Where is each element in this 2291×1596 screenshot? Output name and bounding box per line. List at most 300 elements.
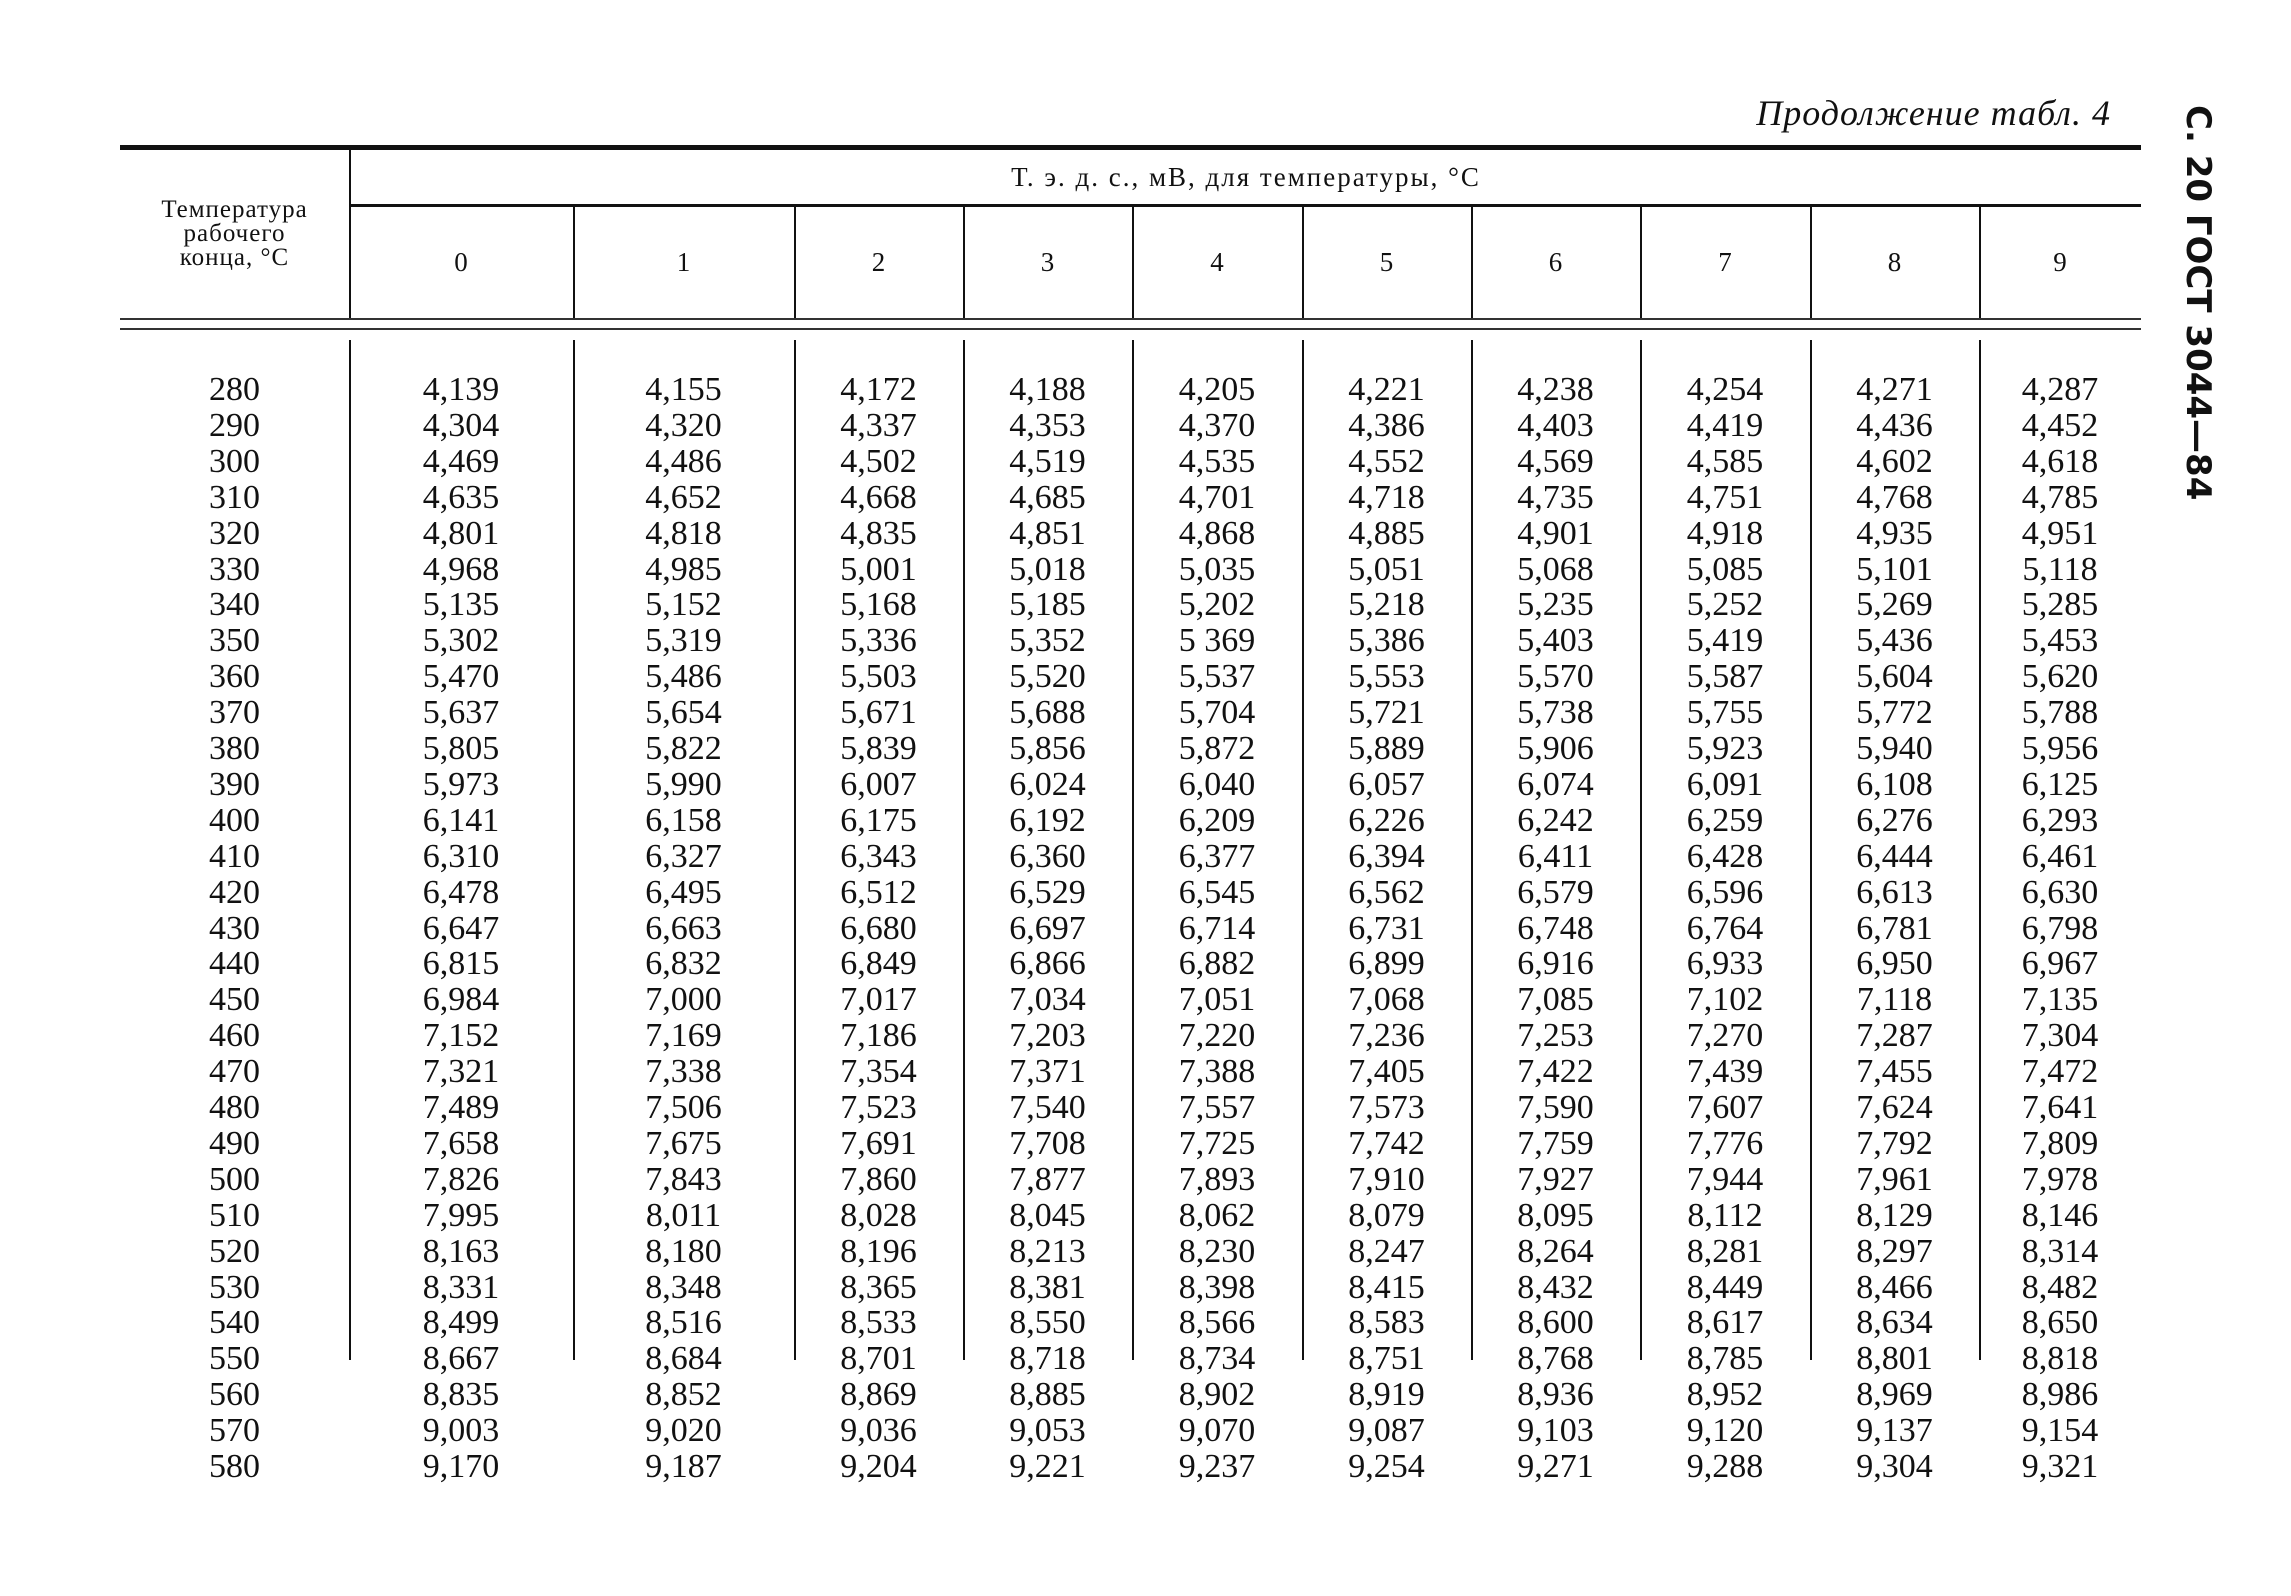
temperature-cell: 410 bbox=[209, 837, 260, 875]
emf-value-cell: 8,196 bbox=[840, 1232, 917, 1270]
column-header: 1 bbox=[676, 247, 691, 277]
emf-value-cell: 8,230 bbox=[1178, 1232, 1256, 1270]
emf-value-cell: 8,885 bbox=[1009, 1376, 1086, 1414]
emf-value-cell: 4,735 bbox=[1517, 478, 1594, 516]
emf-value-cell: 6,411 bbox=[1517, 837, 1594, 875]
emf-value-cell: 7,776 bbox=[1686, 1124, 1764, 1162]
emf-value-cell: 5,235 bbox=[1517, 586, 1594, 624]
emf-value-cell: 7,034 bbox=[1009, 981, 1086, 1019]
emf-value-cell: 6,529 bbox=[1009, 873, 1086, 911]
emf-value-cell: 8,566 bbox=[1178, 1304, 1256, 1342]
row-header-line: конца, °С bbox=[179, 244, 290, 271]
row-header-line: рабочего bbox=[183, 220, 286, 247]
temperature-cell: 530 bbox=[209, 1268, 260, 1306]
emf-value-cell: 7,590 bbox=[1517, 1089, 1594, 1126]
temperature-cell: 290 bbox=[209, 406, 260, 444]
emf-value-cell: 6,327 bbox=[645, 837, 722, 875]
emf-value-cell: 4,271 bbox=[1856, 371, 1933, 408]
table-row bbox=[120, 1018, 2141, 1054]
emf-value-cell: 6,175 bbox=[840, 801, 917, 839]
emf-value-cell: 5,520 bbox=[1009, 658, 1086, 696]
emf-value-cell: 8,112 bbox=[1687, 1196, 1763, 1234]
emf-value-cell: 4,139 bbox=[422, 371, 500, 408]
emf-value-cell: 7,742 bbox=[1348, 1124, 1425, 1162]
emf-value-cell: 4,353 bbox=[1009, 406, 1086, 444]
emf-value-cell: 8,583 bbox=[1348, 1304, 1425, 1342]
emf-value-cell: 8,062 bbox=[1178, 1196, 1256, 1234]
table-row bbox=[120, 946, 2141, 982]
header-double-rule bbox=[120, 318, 2141, 330]
emf-value-cell: 9,070 bbox=[1178, 1412, 1256, 1450]
emf-value-cell: 9,271 bbox=[1517, 1448, 1594, 1485]
emf-value-cell: 7,995 bbox=[422, 1196, 500, 1234]
emf-value-cell: 7,809 bbox=[2021, 1124, 2099, 1162]
emf-value-cell: 5,135 bbox=[422, 586, 500, 624]
emf-value-cell: 8,331 bbox=[422, 1268, 500, 1306]
emf-value-cell: 5,352 bbox=[1009, 622, 1086, 660]
emf-value-cell: 4,668 bbox=[840, 478, 917, 516]
emf-value-cell: 4,304 bbox=[422, 406, 500, 444]
emf-value-cell: 5,688 bbox=[1009, 694, 1086, 732]
emf-value-cell: 6,663 bbox=[645, 909, 722, 947]
emf-value-cell: 8,852 bbox=[645, 1376, 722, 1414]
emf-value-cell: 6,125 bbox=[2021, 765, 2099, 803]
row-header bbox=[120, 150, 349, 318]
emf-value-cell: 6,057 bbox=[1348, 765, 1425, 803]
emf-value-cell: 5,788 bbox=[2021, 694, 2099, 732]
emf-value-cell: 6,647 bbox=[422, 909, 500, 947]
emf-value-cell: 6,680 bbox=[840, 909, 917, 947]
emf-value-cell: 4,851 bbox=[1009, 514, 1086, 552]
emf-value-cell: 6,360 bbox=[1009, 837, 1086, 875]
emf-value-cell: 7,253 bbox=[1517, 1017, 1594, 1055]
emf-value-cell: 4,205 bbox=[1178, 371, 1256, 408]
column-header: 4 bbox=[1210, 247, 1224, 277]
table-row bbox=[120, 982, 2141, 1018]
column-divider bbox=[1132, 207, 1134, 318]
emf-value-cell: 9,254 bbox=[1348, 1448, 1425, 1485]
emf-value-cell: 6,849 bbox=[840, 945, 917, 983]
emf-value-cell: 6,562 bbox=[1348, 873, 1425, 911]
emf-value-cell: 8,146 bbox=[2021, 1196, 2099, 1234]
emf-value-cell: 8,734 bbox=[1178, 1340, 1256, 1378]
emf-value-cell: 7,455 bbox=[1856, 1053, 1933, 1091]
column-divider bbox=[1979, 207, 1981, 318]
emf-value-cell: 4,918 bbox=[1686, 514, 1764, 552]
emf-value-cell: 7,354 bbox=[840, 1053, 917, 1091]
column-divider bbox=[794, 207, 796, 318]
emf-value-cell: 9,103 bbox=[1517, 1412, 1594, 1450]
temperature-cell: 560 bbox=[209, 1376, 260, 1414]
emf-value-cell: 8,768 bbox=[1517, 1340, 1594, 1378]
emf-value-cell: 7,759 bbox=[1517, 1124, 1594, 1162]
emf-value-cell: 5,822 bbox=[645, 730, 722, 767]
emf-value-cell: 4,552 bbox=[1348, 442, 1425, 480]
group-header: Т. э. д. с., мВ, для температуры, °С bbox=[1011, 161, 1481, 192]
emf-value-cell: 5,537 bbox=[1178, 658, 1256, 696]
emf-value-cell: 7,102 bbox=[1686, 981, 1764, 1019]
emf-value-cell: 6,579 bbox=[1517, 873, 1594, 911]
table-header bbox=[120, 150, 2141, 318]
emf-value-cell: 6,377 bbox=[1178, 837, 1256, 875]
emf-value-cell: 4,452 bbox=[2021, 406, 2099, 444]
emf-value-cell: 5,470 bbox=[422, 658, 500, 696]
emf-value-cell: 9,237 bbox=[1178, 1448, 1256, 1485]
emf-value-cell: 8,129 bbox=[1856, 1196, 1933, 1234]
emf-value-cell: 4,885 bbox=[1348, 514, 1425, 552]
emf-value-cell: 7,135 bbox=[2021, 981, 2099, 1019]
emf-value-cell: 4,618 bbox=[2021, 442, 2099, 480]
table-row bbox=[120, 695, 2141, 731]
emf-value-cell: 7,506 bbox=[645, 1089, 722, 1126]
emf-value-cell: 4,701 bbox=[1178, 478, 1256, 516]
emf-value-cell: 8,028 bbox=[840, 1196, 917, 1234]
table-row bbox=[120, 1198, 2141, 1234]
emf-value-cell: 6,495 bbox=[645, 873, 722, 911]
temperature-cell: 480 bbox=[209, 1089, 260, 1126]
emf-value-cell: 8,919 bbox=[1348, 1376, 1425, 1414]
emf-value-cell: 5,956 bbox=[2021, 730, 2099, 767]
emf-value-cell: 8,247 bbox=[1348, 1232, 1425, 1270]
emf-value-cell: 5,486 bbox=[645, 658, 722, 696]
table-row bbox=[120, 1305, 2141, 1341]
emf-value-cell: 4,835 bbox=[840, 514, 917, 552]
emf-value-cell: 7,792 bbox=[1856, 1124, 1933, 1162]
temperature-cell: 350 bbox=[209, 622, 260, 660]
table-row bbox=[120, 623, 2141, 659]
emf-value-cell: 6,007 bbox=[840, 765, 917, 803]
emf-value-cell: 6,984 bbox=[422, 981, 500, 1019]
temperature-cell: 430 bbox=[209, 909, 260, 947]
temperature-cell: 310 bbox=[209, 478, 260, 516]
emf-value-cell: 6,141 bbox=[422, 801, 500, 839]
emf-value-cell: 4,188 bbox=[1009, 371, 1086, 408]
emf-value-cell: 8,818 bbox=[2021, 1340, 2099, 1378]
temperature-cell: 340 bbox=[209, 586, 260, 624]
emf-value-cell: 7,169 bbox=[645, 1017, 722, 1055]
emf-value-cell: 8,281 bbox=[1686, 1232, 1764, 1270]
emf-value-cell: 9,304 bbox=[1856, 1448, 1933, 1485]
emf-value-cell: 6,832 bbox=[645, 945, 722, 983]
emf-value-cell: 7,557 bbox=[1178, 1089, 1256, 1126]
emf-value-cell: 5,035 bbox=[1178, 550, 1256, 588]
emf-value-cell: 8,264 bbox=[1517, 1232, 1594, 1270]
emf-value-cell: 6,226 bbox=[1348, 801, 1425, 839]
emf-value-cell: 7,927 bbox=[1517, 1160, 1594, 1198]
emf-value-cell: 8,398 bbox=[1178, 1268, 1256, 1306]
emf-value-cell: 4,901 bbox=[1517, 514, 1594, 552]
emf-value-cell: 5,704 bbox=[1178, 694, 1256, 732]
temperature-cell: 550 bbox=[209, 1340, 260, 1378]
emf-value-cell: 8,785 bbox=[1686, 1340, 1764, 1378]
temperature-cell: 570 bbox=[209, 1412, 260, 1450]
table-caption: Продолжение табл. 4 bbox=[1756, 93, 2111, 133]
emf-value-cell: 6,108 bbox=[1856, 765, 1933, 803]
emf-value-cell: 8,952 bbox=[1686, 1376, 1764, 1414]
temperature-cell: 360 bbox=[209, 658, 260, 696]
emf-value-cell: 7,523 bbox=[840, 1089, 917, 1126]
emf-value-cell: 7,085 bbox=[1517, 981, 1594, 1019]
table-row bbox=[120, 875, 2141, 911]
temperature-cell: 440 bbox=[209, 945, 260, 983]
table-row bbox=[120, 1234, 2141, 1270]
emf-value-cell: 7,371 bbox=[1009, 1053, 1086, 1091]
emf-value-cell: 7,152 bbox=[422, 1017, 500, 1055]
emf-value-cell: 7,675 bbox=[645, 1124, 722, 1162]
emf-value-cell: 8,617 bbox=[1686, 1304, 1764, 1342]
emf-value-cell: 4,985 bbox=[645, 550, 722, 588]
emf-value-cell: 6,916 bbox=[1517, 945, 1594, 983]
emf-value-cell: 5,671 bbox=[840, 694, 917, 732]
emf-value-cell: 7,220 bbox=[1178, 1017, 1256, 1055]
emf-value-cell: 8,079 bbox=[1348, 1196, 1425, 1234]
emf-value-cell: 5,386 bbox=[1348, 622, 1425, 660]
emf-value-cell: 6,428 bbox=[1686, 837, 1764, 875]
temperature-cell: 470 bbox=[209, 1053, 260, 1091]
emf-value-cell: 4,238 bbox=[1517, 371, 1594, 408]
emf-value-cell: 9,053 bbox=[1009, 1412, 1086, 1450]
emf-value-cell: 9,137 bbox=[1856, 1412, 1933, 1450]
column-divider bbox=[1471, 207, 1473, 318]
emf-value-cell: 4,519 bbox=[1009, 442, 1086, 480]
emf-value-cell: 5,805 bbox=[422, 730, 500, 767]
emf-value-cell: 6,967 bbox=[2021, 945, 2099, 983]
emf-value-cell: 6,714 bbox=[1178, 909, 1256, 947]
emf-value-cell: 8,180 bbox=[645, 1232, 722, 1270]
emf-value-cell: 5,856 bbox=[1009, 730, 1086, 767]
emf-value-cell: 4,768 bbox=[1856, 478, 1933, 516]
emf-value-cell: 5,336 bbox=[840, 622, 917, 660]
table-row bbox=[120, 444, 2141, 480]
column-header: 7 bbox=[1718, 247, 1732, 277]
emf-value-cell: 6,512 bbox=[840, 873, 917, 911]
emf-value-cell: 4,320 bbox=[645, 406, 722, 444]
emf-value-cell: 7,405 bbox=[1348, 1053, 1425, 1091]
temperature-cell: 390 bbox=[209, 765, 260, 803]
emf-value-cell: 6,798 bbox=[2021, 909, 2099, 947]
emf-value-cell: 6,748 bbox=[1517, 909, 1594, 947]
emf-value-cell: 8,482 bbox=[2021, 1268, 2099, 1306]
emf-value-cell: 8,801 bbox=[1856, 1340, 1933, 1378]
emf-value-cell: 8,314 bbox=[2021, 1232, 2099, 1270]
emf-value-cell: 5,001 bbox=[840, 550, 917, 588]
emf-value-cell: 6,040 bbox=[1178, 765, 1256, 803]
emf-value-cell: 8,432 bbox=[1517, 1268, 1594, 1306]
emf-value-cell: 5,570 bbox=[1517, 658, 1594, 696]
column-divider bbox=[1640, 207, 1642, 318]
emf-value-cell: 8,701 bbox=[840, 1340, 917, 1378]
emf-value-cell: 6,899 bbox=[1348, 945, 1425, 983]
temperature-cell: 510 bbox=[209, 1196, 260, 1234]
emf-value-cell: 4,502 bbox=[840, 442, 917, 480]
emf-value-cell: 7,304 bbox=[2021, 1017, 2099, 1055]
emf-value-cell: 8,415 bbox=[1348, 1268, 1425, 1306]
table-body bbox=[120, 330, 2141, 1485]
emf-value-cell: 5,553 bbox=[1348, 658, 1425, 696]
emf-value-cell: 4,370 bbox=[1178, 406, 1256, 444]
emf-value-cell: 7,607 bbox=[1686, 1089, 1764, 1126]
emf-value-cell: 9,036 bbox=[840, 1412, 917, 1450]
table-row bbox=[120, 1449, 2141, 1485]
emf-value-cell: 5,654 bbox=[645, 694, 722, 732]
temperature-cell: 450 bbox=[209, 981, 260, 1019]
emf-value-cell: 7,118 bbox=[1856, 981, 1933, 1019]
emf-value-cell: 5,973 bbox=[422, 765, 500, 803]
emf-value-cell: 4,801 bbox=[422, 514, 500, 552]
emf-value-cell: 9,187 bbox=[645, 1448, 722, 1485]
temperature-cell: 420 bbox=[209, 873, 260, 911]
emf-value-cell: 9,020 bbox=[645, 1412, 722, 1450]
emf-value-cell: 5,453 bbox=[2021, 622, 2099, 660]
emf-value-cell: 5,436 bbox=[1856, 622, 1933, 660]
column-header: 3 bbox=[1040, 247, 1055, 277]
emf-value-cell: 4,254 bbox=[1686, 371, 1764, 408]
emf-value-cell: 9,321 bbox=[2021, 1448, 2099, 1485]
emf-value-cell: 4,469 bbox=[422, 442, 500, 480]
emf-value-cell: 7,725 bbox=[1178, 1124, 1256, 1162]
emf-value-cell: 8,516 bbox=[645, 1304, 722, 1342]
temperature-cell: 330 bbox=[209, 550, 260, 588]
emf-value-cell: 6,276 bbox=[1856, 801, 1933, 839]
temperature-cell: 380 bbox=[209, 730, 260, 767]
column-header: 2 bbox=[871, 247, 886, 277]
emf-value-cell: 4,785 bbox=[2021, 478, 2099, 516]
emf-value-cell: 7,691 bbox=[840, 1124, 917, 1162]
emf-value-cell: 5,051 bbox=[1348, 550, 1425, 588]
emf-value-cell: 7,641 bbox=[2021, 1089, 2099, 1126]
temperature-cell: 500 bbox=[209, 1160, 260, 1198]
emf-value-cell: 4,818 bbox=[645, 514, 722, 552]
column-divider bbox=[963, 207, 965, 318]
emf-value-cell: 5,018 bbox=[1009, 550, 1086, 588]
emf-value-cell: 4,935 bbox=[1856, 514, 1933, 552]
emf-value-cell: 4,635 bbox=[422, 478, 500, 516]
emf-value-cell: 6,764 bbox=[1686, 909, 1764, 947]
emf-value-cell: 6,024 bbox=[1009, 765, 1086, 803]
emf-value-cell: 6,074 bbox=[1517, 765, 1594, 803]
emf-value-cell: 6,209 bbox=[1178, 801, 1256, 839]
emf-value-cell: 4,436 bbox=[1856, 406, 1933, 444]
emf-value-cell: 4,652 bbox=[645, 478, 722, 516]
emf-value-cell: 8,835 bbox=[422, 1376, 500, 1414]
emf-value-cell: 5,923 bbox=[1686, 730, 1764, 767]
emf-value-cell: 5,285 bbox=[2021, 586, 2099, 624]
emf-value-cell: 5,101 bbox=[1856, 550, 1933, 588]
column-divider bbox=[573, 207, 575, 318]
emf-value-cell: 6,950 bbox=[1856, 945, 1933, 983]
emf-value-cell: 7,236 bbox=[1348, 1017, 1425, 1055]
emf-value-cell: 5,587 bbox=[1686, 658, 1764, 696]
emf-value-cell: 9,120 bbox=[1686, 1412, 1764, 1450]
emf-value-cell: 7,017 bbox=[840, 981, 917, 1019]
emf-value-cell: 4,403 bbox=[1517, 406, 1594, 444]
emf-value-cell: 6,444 bbox=[1856, 837, 1933, 875]
temperature-cell: 280 bbox=[209, 371, 260, 408]
emf-value-cell: 7,893 bbox=[1178, 1160, 1256, 1198]
emf-value-cell: 5,889 bbox=[1348, 730, 1425, 767]
emf-value-cell: 6,731 bbox=[1348, 909, 1425, 947]
table-row bbox=[120, 1126, 2141, 1162]
emf-value-cell: 8,045 bbox=[1009, 1196, 1086, 1234]
emf-value-cell: 5,772 bbox=[1856, 694, 1933, 732]
emf-value-cell: 6,461 bbox=[2021, 837, 2099, 875]
emf-value-cell: 7,826 bbox=[422, 1160, 500, 1198]
emf-value-cell: 7,287 bbox=[1856, 1017, 1933, 1055]
emf-value-cell: 8,650 bbox=[2021, 1304, 2099, 1342]
emf-value-cell: 6,293 bbox=[2021, 801, 2099, 839]
data-table bbox=[120, 145, 2141, 1485]
emf-value-cell: 9,221 bbox=[1009, 1448, 1086, 1485]
table-row bbox=[120, 552, 2141, 588]
emf-value-cell: 4,221 bbox=[1348, 371, 1425, 408]
temperature-cell: 370 bbox=[209, 694, 260, 732]
emf-value-cell: 4,172 bbox=[840, 371, 917, 408]
table-row bbox=[120, 408, 2141, 444]
emf-value-cell: 8,751 bbox=[1348, 1340, 1425, 1378]
emf-value-cell: 5,068 bbox=[1517, 550, 1594, 588]
emf-value-cell: 8,902 bbox=[1178, 1376, 1256, 1414]
emf-value-cell: 8,095 bbox=[1517, 1196, 1594, 1234]
emf-value-cell: 4,868 bbox=[1178, 514, 1256, 552]
column-header: 9 bbox=[2053, 247, 2067, 277]
table-row bbox=[120, 480, 2141, 516]
emf-value-cell: 7,203 bbox=[1009, 1017, 1086, 1055]
emf-value-cell: 7,051 bbox=[1178, 981, 1256, 1019]
emf-value-cell: 9,087 bbox=[1348, 1412, 1425, 1450]
temperature-cell: 460 bbox=[209, 1017, 260, 1055]
emf-value-cell: 6,781 bbox=[1856, 909, 1933, 947]
table-row bbox=[120, 1341, 2141, 1377]
emf-value-cell: 7,877 bbox=[1009, 1160, 1086, 1198]
emf-value-cell: 6,613 bbox=[1856, 873, 1933, 911]
emf-value-cell: 5,839 bbox=[840, 730, 917, 767]
emf-value-cell: 5,118 bbox=[2022, 550, 2098, 588]
emf-value-cell: 8,986 bbox=[2021, 1376, 2099, 1414]
emf-value-cell: 9,204 bbox=[840, 1448, 917, 1485]
emf-value-cell: 6,158 bbox=[645, 801, 722, 839]
emf-value-cell: 4,287 bbox=[2021, 371, 2099, 408]
emf-value-cell: 7,658 bbox=[422, 1124, 500, 1162]
emf-value-cell: 4,718 bbox=[1348, 478, 1425, 516]
table-row bbox=[120, 1162, 2141, 1198]
emf-value-cell: 5,906 bbox=[1517, 730, 1594, 767]
emf-value-cell: 4,751 bbox=[1686, 478, 1764, 516]
emf-value-cell: 4,337 bbox=[840, 406, 917, 444]
emf-value-cell: 5,604 bbox=[1856, 658, 1933, 696]
emf-value-cell: 8,634 bbox=[1856, 1304, 1933, 1342]
emf-value-cell: 7,422 bbox=[1517, 1053, 1594, 1091]
emf-value-cell: 5,990 bbox=[645, 765, 722, 803]
emf-value-cell: 6,394 bbox=[1348, 837, 1425, 875]
emf-value-cell: 4,585 bbox=[1686, 442, 1764, 480]
emf-value-cell: 6,259 bbox=[1686, 801, 1764, 839]
emf-value-cell: 7,910 bbox=[1348, 1160, 1425, 1198]
temperature-cell: 580 bbox=[209, 1448, 260, 1485]
table-row bbox=[120, 803, 2141, 839]
emf-value-cell: 6,866 bbox=[1009, 945, 1086, 983]
emf-value-cell: 6,343 bbox=[840, 837, 917, 875]
column-divider bbox=[1810, 207, 1812, 318]
emf-value-cell: 6,882 bbox=[1178, 945, 1256, 983]
emf-value-cell: 4,155 bbox=[645, 371, 722, 408]
emf-value-cell: 8,600 bbox=[1517, 1304, 1594, 1342]
emf-value-cell: 8,667 bbox=[422, 1340, 500, 1378]
emf-value-cell: 8,533 bbox=[840, 1304, 917, 1342]
emf-value-cell: 8,449 bbox=[1686, 1268, 1764, 1306]
emf-value-cell: 4,685 bbox=[1009, 478, 1086, 516]
emf-value-cell: 6,192 bbox=[1009, 801, 1086, 839]
temperature-cell: 320 bbox=[209, 514, 260, 552]
